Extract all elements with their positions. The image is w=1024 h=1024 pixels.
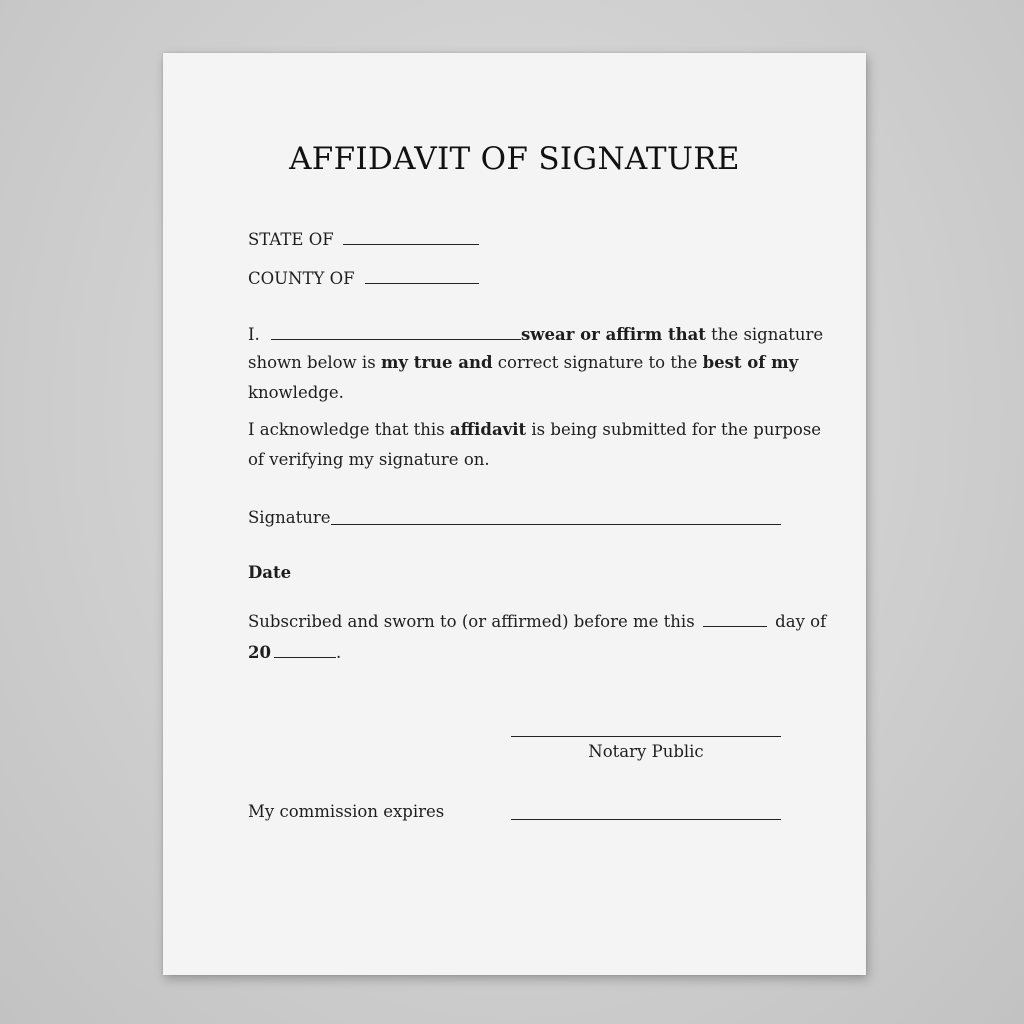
para1-line2-d: best of my	[702, 353, 799, 372]
county-field[interactable]	[365, 267, 479, 284]
sworn-line2	[248, 641, 341, 663]
para1-line2-b: my true and	[380, 353, 493, 372]
para1-line3: knowledge.	[248, 383, 344, 402]
para1-prefix: I.	[248, 325, 260, 344]
notary-signature-field[interactable]	[511, 736, 781, 737]
para2-line1	[248, 420, 821, 440]
commission-label: My commission expires	[248, 802, 445, 821]
sworn-line1-b: day of	[775, 612, 827, 631]
state-field[interactable]	[343, 228, 479, 245]
year-field[interactable]	[274, 641, 336, 658]
affidavit-page	[163, 53, 866, 975]
state-row	[248, 228, 479, 250]
county-row	[248, 267, 479, 289]
sworn-line1-a: Subscribed and sworn to (or affirmed) before me this	[248, 612, 695, 631]
para1-part1: swear or affirm that	[521, 325, 706, 344]
para1-line2	[248, 353, 798, 373]
commission-field[interactable]	[511, 819, 781, 820]
signature-field[interactable]	[331, 524, 781, 525]
para2-line1-c: is being submitted for the purpose	[531, 420, 822, 439]
affiant-name-field[interactable]	[271, 323, 521, 340]
state-label: STATE OF	[248, 230, 334, 249]
para1-line1	[248, 323, 823, 345]
para2-line1-b: affidavit	[449, 420, 527, 439]
document-title: AFFIDAVIT OF SIGNATURE	[289, 141, 740, 177]
signature-label: Signature	[248, 508, 331, 527]
year-suffix: .	[335, 643, 342, 662]
para2-line1-a: I acknowledge that this	[248, 420, 445, 439]
para2-line2: of verifying my signature on.	[248, 450, 490, 469]
para1-part2: the signature	[711, 325, 824, 344]
notary-label: Notary Public	[588, 742, 704, 761]
day-field[interactable]	[703, 610, 767, 627]
year-prefix: 20	[248, 643, 271, 662]
para1-line2-a: shown below is	[248, 353, 376, 372]
sworn-line1	[248, 610, 826, 632]
county-label: COUNTY OF	[248, 269, 355, 288]
para1-line2-c: correct signature to the	[497, 353, 698, 372]
date-label: Date	[248, 563, 292, 582]
